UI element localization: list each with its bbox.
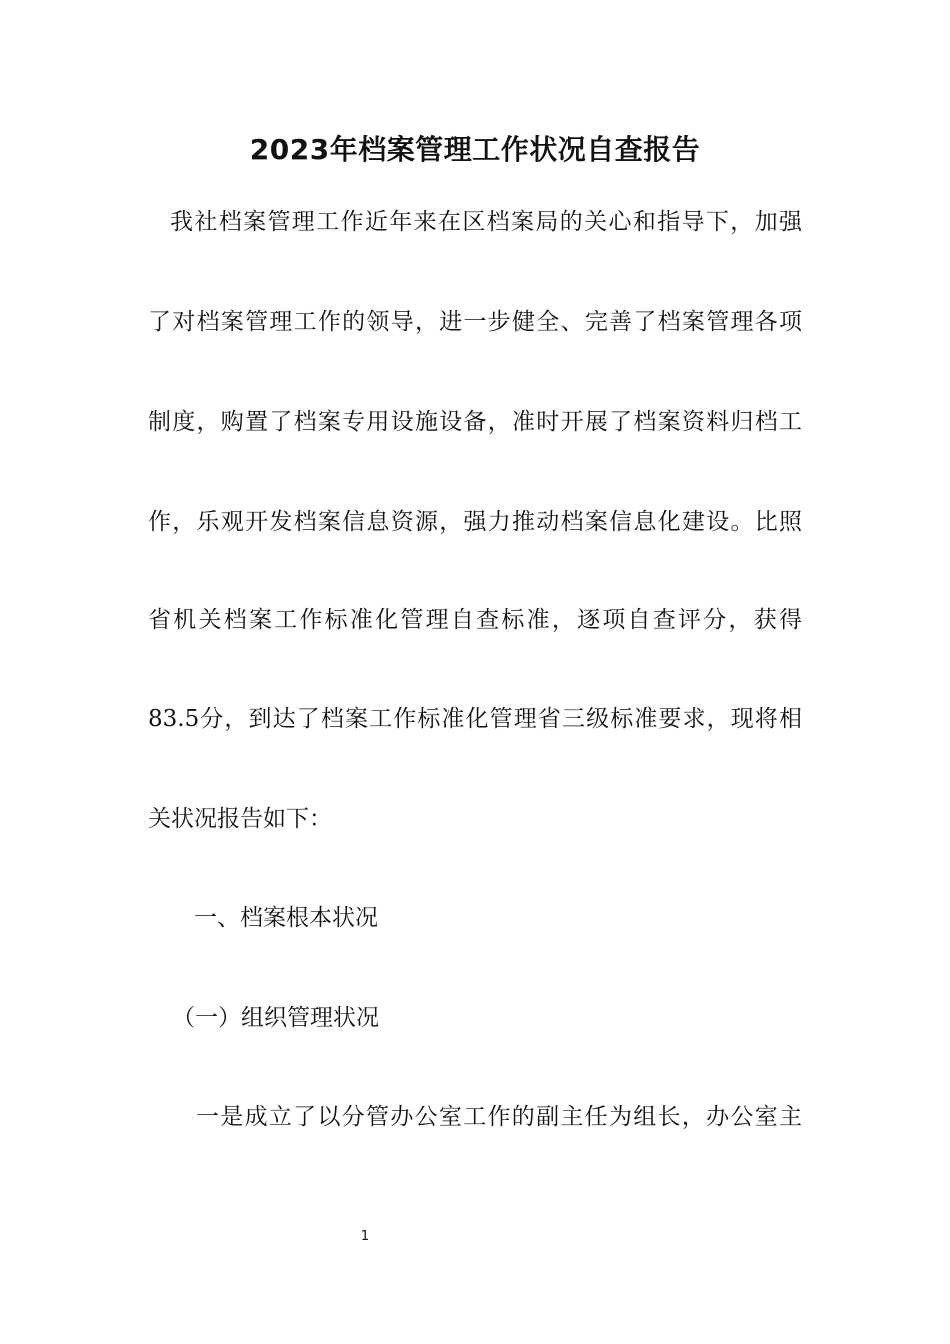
paragraph-line: 一是成立了以分管办公室工作的副主任为组长，办公室主 bbox=[196, 1104, 802, 1130]
page-number: 1 bbox=[360, 1229, 370, 1244]
section-heading: 一、档案根本状况 bbox=[194, 905, 378, 931]
paragraph-line: 制度，购置了档案专用设施设备，准时开展了档案资料归档工 bbox=[148, 409, 802, 435]
paragraph-line: 83.5分，到达了档案工作标准化管理省三级标准要求，现将相 bbox=[148, 706, 802, 732]
paragraph-line: 关状况报告如下： bbox=[148, 806, 332, 832]
paragraph-line: 我社档案管理工作近年来在区档案局的关心和指导下，加强 bbox=[170, 209, 802, 235]
paragraph-line: 了对档案管理工作的领导，进一步健全、完善了档案管理各项 bbox=[148, 309, 802, 335]
paragraph-line: 作，乐观开发档案信息资源，强力推动档案信息化建设。比照 bbox=[148, 509, 802, 535]
subsection-heading: （一）组织管理状况 bbox=[172, 1005, 379, 1031]
paragraph-line: 省机关档案工作标准化管理自查标准，逐项自查评分，获得 bbox=[148, 607, 802, 633]
document-title: 2023年档案管理工作状况自查报告 bbox=[249, 133, 701, 166]
